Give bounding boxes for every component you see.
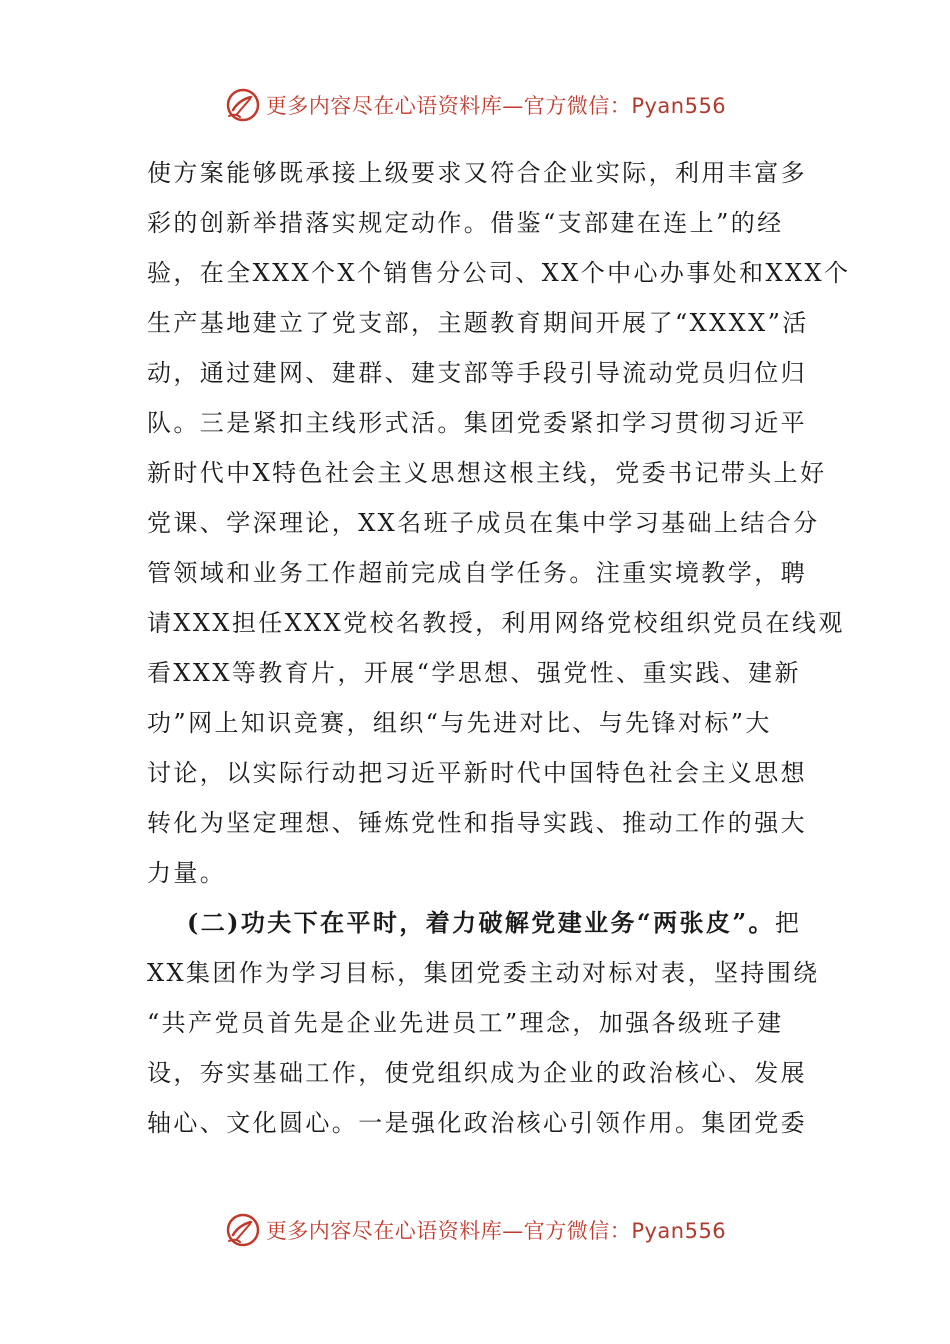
body-line: 转化为坚定理想、锤炼党性和指导实践、推动工作的强大 [147, 809, 807, 837]
body-line: 请XXX担任XXX党校名教授，利用网络党校组织党员在线观 [147, 609, 845, 637]
body-line: 讨论，以实际行动把习近平新时代中国特色社会主义思想 [147, 759, 807, 787]
body-line: 党课、学深理论，XX名班子成员在集中学习基础上结合分 [147, 509, 820, 537]
header-banner-text [266, 90, 726, 120]
header-banner [0, 80, 950, 130]
header-banner-inner [224, 86, 726, 124]
section-line: 设，夯实基础工作，使党组织成为企业的政治核心、发展 [147, 1059, 807, 1087]
body-line: 验，在全XXX个X个销售分公司、XX个中心办事处和XXX个 [147, 259, 851, 287]
section-line: 轴心、文化圆心。一是强化政治核心引领作用。集团党委 [147, 1109, 807, 1137]
body-line: 队。三是紧扣主线形式活。集团党委紧扣学习贯彻习近平 [147, 409, 807, 437]
footer-banner [0, 1205, 950, 1255]
body-line: 使方案能够既承接上级要求又符合企业实际，利用丰富多 [147, 159, 807, 187]
footer-banner-label: 更多内容尽在心语资料库—官方微信： [265, 1219, 632, 1243]
section-heading-line [147, 898, 812, 948]
pen-seal-logo-icon [224, 1211, 262, 1249]
section-line: “共产党员首先是企业先进员工”理念，加强各级班子建 [147, 1009, 784, 1037]
document-body [147, 148, 851, 1148]
body-line: 新时代中X特色社会主义思想这根主线，党委书记带头上好 [147, 459, 827, 487]
header-wechat-id: Pyan556 [631, 94, 727, 118]
body-line: 动，通过建网、建群、建支部等手段引导流动党员归位归 [147, 359, 807, 387]
pen-seal-logo-icon [224, 86, 262, 124]
header-banner-label: 更多内容尽在心语资料库—官方微信： [265, 94, 632, 118]
body-line: 看XXX等教育片，开展“学思想、强党性、重实践、建新 [147, 659, 801, 687]
body-line: 生产基地建立了党支部，主题教育期间开展了“XXXX”活 [147, 309, 809, 337]
footer-wechat-id: Pyan556 [631, 1219, 727, 1243]
section-line: XX集团作为学习目标，集团党委主动对标对表，坚持围绕 [147, 959, 820, 987]
footer-banner-text [266, 1215, 726, 1245]
body-line: 力量。 [147, 859, 227, 887]
body-line: 彩的创新举措落实规定动作。借鉴“支部建在连上”的经 [147, 209, 784, 237]
body-line: 功”网上知识竞赛，组织“与先进对比、与先锋对标”大 [147, 709, 772, 737]
body-line: 管领域和业务工作超前完成自学任务。注重实境教学，聘 [147, 559, 807, 587]
footer-banner-inner [224, 1211, 726, 1249]
section-heading-tail: 把 [774, 909, 802, 937]
section-heading: (二)功夫下在平时，着力破解党建业务“两张皮”。 [187, 908, 775, 937]
